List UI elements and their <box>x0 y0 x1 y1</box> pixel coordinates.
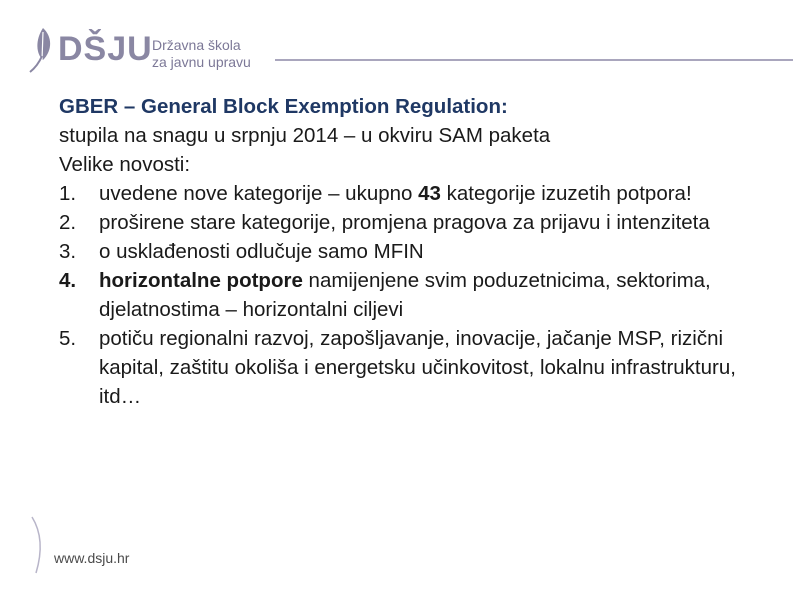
list-text-bold: 43 <box>418 182 441 205</box>
list-item <box>59 324 759 411</box>
list-number: 3. <box>59 240 77 263</box>
list-item <box>59 237 759 266</box>
footer-swoosh-icon <box>28 515 48 575</box>
list-text: proširene stare kategorije, promjena pragova za prijavu i intenziteta <box>99 211 710 234</box>
org-name-line1: Državna škola <box>152 37 241 53</box>
header-divider <box>275 59 793 61</box>
list-number: 4. <box>59 269 77 292</box>
list-text: potiču regionalni razvoj, zapošljavanje, inovacije, jačanje MSP, rizični kapital, zaštitu okoliša i energetsku učinkovitost, lokalnu infrastrukturu, itd… <box>99 327 736 408</box>
numbered-list <box>59 179 759 411</box>
list-text-part: uvedene nove kategorije – ukupno <box>99 182 419 205</box>
subheading: Velike novosti: <box>59 153 191 176</box>
slide-title: GBER – General Block Exemption Regulation: <box>59 95 508 118</box>
list-item <box>59 179 759 208</box>
intro-line: stupila na snagu u srpnju 2014 – u okviru SAM paketa <box>59 124 551 147</box>
list-text-part: kategorije izuzetih potpora! <box>440 182 692 205</box>
list-text <box>99 179 759 208</box>
footer-url[interactable]: www.dsju.hr <box>54 550 130 566</box>
logo-wordmark: DŠJU <box>58 30 153 68</box>
slide-header <box>0 0 794 80</box>
list-text-part: namijenjene svim poduzetnicima, sektorima, djelatnostima – horizontalni ciljevi <box>99 269 711 321</box>
list-number: 2. <box>59 211 77 234</box>
list-text-bold: horizontalne potpore <box>99 269 303 292</box>
list-number: 1. <box>59 182 77 205</box>
list-item <box>59 208 759 237</box>
list-text <box>99 266 759 324</box>
feather-leaf-icon <box>26 26 56 74</box>
list-number: 5. <box>59 327 77 350</box>
org-name-line2: za javnu upravu <box>152 54 251 70</box>
org-name <box>152 37 251 71</box>
list-text: o usklađenosti odlučuje samo MFIN <box>99 240 424 263</box>
slide-content <box>59 92 759 411</box>
list-item <box>59 266 759 324</box>
